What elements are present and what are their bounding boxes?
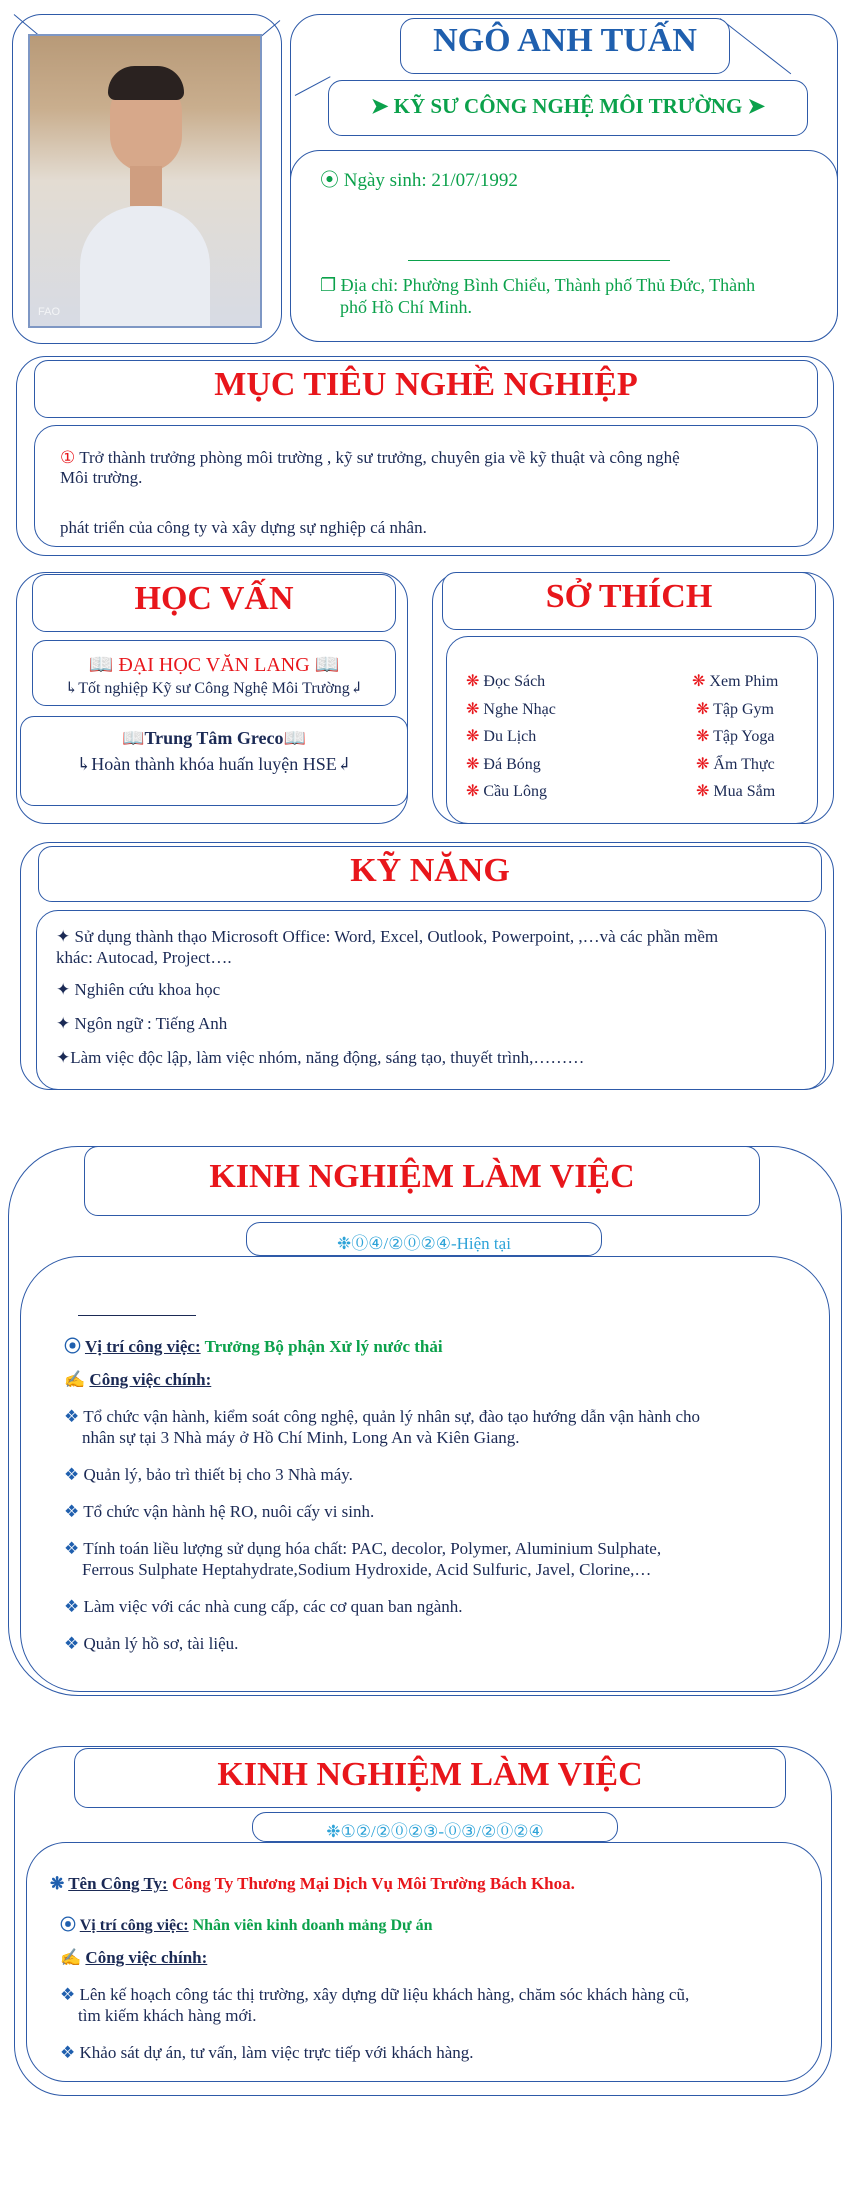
address-line-1: Địa chỉ: Phường Bình Chiểu, Thành phố Thủ Đức, Thành: [340, 275, 756, 295]
duty-item: ❖ Quản lý, bảo trì thiết bị cho 3 Nhà máy.: [64, 1465, 353, 1484]
birth-date: Ngày sinh: 21/07/1992: [343, 170, 518, 191]
education-school-1: 📖 ĐẠI HỌC VĂN LANG 📖: [88, 654, 340, 676]
hobby-item: ❋ Đá Bóng: [466, 755, 541, 773]
snowflake-icon: ❋: [50, 1874, 65, 1893]
hobby-item: ❋ Mua Sắm: [696, 783, 776, 800]
hobby-item: ❋ Đọc Sách: [466, 673, 546, 690]
job-title: ➤ KỸ SƯ CÔNG NGHỆ MÔI TRƯỜNG ➤: [370, 94, 766, 118]
duty-item-continued: tìm kiếm khách hàng mới.: [78, 2006, 257, 2025]
duties-row-2: [60, 1948, 207, 1968]
skill-item: ✦ Sử dụng thành thạo Microsoft Office: Word, Excel, Outlook, Powerpoint, ,…và các phần mềm: [56, 927, 719, 946]
duties-label: Công việc chính:: [89, 1370, 212, 1389]
duty-item: ❖ Tổ chức vận hành, kiểm soát công nghệ, quản lý nhân sự, đào tạo hướng dẫn vận hành cho: [64, 1407, 701, 1426]
position-label: Vị trí công việc:: [79, 1917, 189, 1934]
duty-item: ❖ Lên kế hoạch công tác thị trường, xây dựng dữ liệu khách hàng, chăm sóc khách hàng cũ,: [60, 1985, 690, 2004]
education-school-2: 📖Trung Tâm Greco📖: [122, 728, 306, 748]
duty-item: ❖ Khảo sát dự án, tư vấn, làm việc trực tiếp với khách hàng.: [60, 2043, 474, 2062]
company-row: [50, 1874, 575, 1894]
duty-item-continued: nhân sự tại 3 Nhà máy ở Hồ Chí Minh, Long An và Kiên Giang.: [82, 1428, 520, 1447]
target-icon: ⦿: [60, 1917, 77, 1934]
education-detail-2: ↳Hoàn thành khóa huấn luyện HSE↲: [76, 754, 352, 774]
address-row: [320, 274, 820, 318]
pen-icon: ✍: [60, 1948, 82, 1967]
education-detail-1: ↳Tốt nghiệp Kỹ sư Công Nghệ Môi Trường↲: [64, 680, 364, 697]
position-value: Nhân viên kinh doanh mảng Dự án: [192, 1917, 433, 1934]
objective-line-2: Môi trường.: [60, 468, 143, 487]
hobby-item: ❋ Tập Gym: [696, 700, 774, 718]
birth-row: [320, 165, 518, 192]
position-row-2: [60, 1912, 433, 1935]
duty-item: ❖ Làm việc với các nhà cung cấp, các cơ quan ban ngành.: [64, 1597, 463, 1616]
objective-heading: MỤC TIÊU NGHỀ NGHIỆP: [214, 366, 638, 403]
experience-heading-1: KINH NGHIỆM LÀM VIỆC: [209, 1158, 635, 1195]
duty-item: ❖ Quản lý hồ sơ, tài liệu.: [64, 1634, 239, 1653]
position-row-1: [64, 1332, 443, 1357]
hobbies-right-list: [692, 668, 778, 806]
duties-row-1: [64, 1370, 211, 1390]
skill-item-continued: khác: Autocad, Project….: [56, 948, 232, 967]
experience-heading-2: KINH NGHIỆM LÀM VIỆC: [217, 1756, 643, 1793]
hobbies-heading: SỞ THÍCH: [545, 578, 713, 615]
duty-item-continued: Ferrous Sulphate Heptahydrate,Sodium Hydroxide, Acid Sulfuric, Javel, Clorine,…: [82, 1560, 652, 1579]
duties-label: Công việc chính:: [85, 1948, 208, 1967]
position-label: Vị trí công việc:: [84, 1337, 201, 1356]
divider: [78, 1315, 196, 1316]
duty-item: ❖ Tổ chức vận hành hệ RO, nuôi cấy vi sinh.: [64, 1502, 375, 1521]
education-heading: HỌC VẤN: [134, 580, 294, 617]
skill-item: ✦ Nghiên cứu khoa học: [56, 980, 221, 999]
period-1: ❉⓪④/②⓪②④-Hiện tại: [337, 1234, 511, 1253]
company-value: Công Ty Thương Mại Dịch Vụ Môi Trường Bách Khoa.: [171, 1874, 575, 1893]
hobby-item: ❋ Xem Phim: [692, 673, 779, 690]
duty-item: ❖ Tính toán liều lượng sử dụng hóa chất: PAC, decolor, Polymer, Aluminium Sulphate,: [64, 1539, 662, 1558]
divider: [408, 260, 670, 261]
pen-icon: ✍: [64, 1370, 86, 1389]
address-icon: ❐: [320, 275, 337, 295]
company-label: Tên Công Ty:: [68, 1874, 168, 1893]
target-icon: ⦿: [64, 1337, 81, 1356]
skills-list: [56, 926, 816, 1068]
objective-line-1: Trở thành trưởng phòng môi trường , kỹ sư trưởng, chuyên gia về kỹ thuật và công nghệ: [79, 448, 680, 467]
hobby-item: ❋ Ẩm Thực: [696, 755, 775, 773]
duties-list-2: [60, 1984, 800, 2063]
hobby-item: ❋ Du Lịch: [466, 728, 537, 745]
photo-watermark: FAO: [38, 306, 61, 318]
position-value: Trưởng Bộ phận Xử lý nước thải: [204, 1337, 443, 1356]
period-2: ❉①②/②⓪②③-⓪③/②⓪②④: [326, 1822, 544, 1841]
hobby-item: ❋ Cầu Lông: [466, 783, 547, 800]
skills-heading: KỸ NĂNG: [350, 852, 510, 889]
objective-text: [60, 448, 800, 488]
address-line-2: phố Hồ Chí Minh.: [340, 297, 473, 317]
profile-photo: [28, 34, 262, 328]
hobbies-left-list: [466, 668, 556, 806]
birthday-icon: ⦿: [320, 170, 340, 191]
skill-item: ✦ Ngôn ngữ : Tiếng Anh: [56, 1014, 228, 1033]
duties-list-1: [64, 1406, 804, 1654]
objective-icon: ①: [60, 448, 76, 467]
hobby-item: ❋ Nghe Nhạc: [466, 700, 556, 718]
candidate-name: NGÔ ANH TUẤN: [433, 22, 697, 59]
skill-item: ✦Làm việc độc lập, làm việc nhóm, năng động, sáng tạo, thuyết trình,………: [56, 1048, 585, 1067]
hobby-item: ❋ Tập Yoga: [696, 728, 775, 745]
objective-line-3: phát triển của công ty và xây dựng sự nghiệp cá nhân.: [60, 518, 427, 537]
